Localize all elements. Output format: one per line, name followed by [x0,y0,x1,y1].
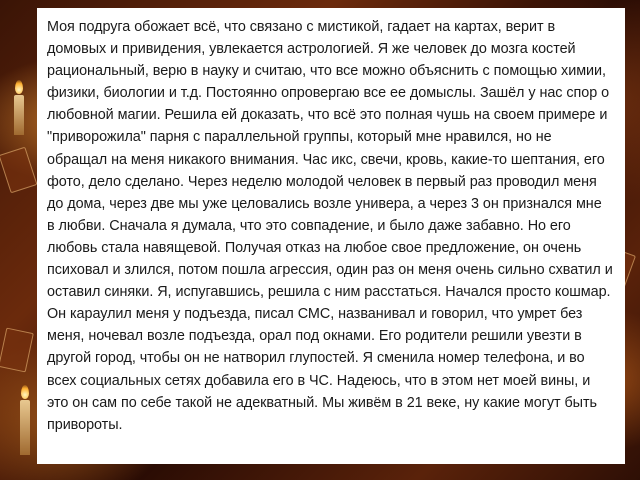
candle-flame-decoration [21,385,29,399]
story-text: Моя подруга обожает всё, что связано с мистикой, гадает на картах, верит в домовых и привидения, увлекается астрологией. Я же человек до мозга костей рациональный, верю в науку и считаю, что все можно объяснить с помощью химии, физики, биологии и т.д. Постоянно опровергаю все ее домыслы. Зашёл у нас спор о любовной магии. Решила ей доказать, что всё это полная чушь на своем примере и "приворожила" парня с параллельной группы, который мне нравился, но не обращал на меня никакого внимания. Час икс, свечи, кровь, какие-то шептания, его фото, дело сделано. Через неделю молодой человек в первый раз проводил меня до дома, через две мы уже целовались возле универа, а через 3 он признался мне в любви. Сначала я думала, что это совпадение, и было даже забавно. Но его любовь стала навящевой. Получая отказ на любое свое предложение, он очень психовал и злился, потом пошла агрессия, один раз он меня очень сильно схватил и оставил синяки. Я, испугавшись, решила с ним расстаться. Начался просто кошмар. Он караулил меня у подъезда, писал СМС, названивал и говорил, что умрет без меня, ночевал возле подъезда, орал под окнами. Его родители решили увезти в другой город, чтобы он не натворил глупостей. Я сменила номер телефона, и во всех социальных сетях добавила его в ЧС. Надеюсь, что в этом нет моей вины, и это он сам по себе такой не адекватный. Мы живём в 21 веке, ну какие могут быть привороты. [47,19,613,433]
tarot-card-decoration [0,328,34,373]
candle-decoration [14,95,24,135]
candle-decoration [20,400,30,455]
tarot-card-decoration [0,147,37,194]
candle-flame-decoration [15,80,23,94]
story-panel [37,8,625,464]
